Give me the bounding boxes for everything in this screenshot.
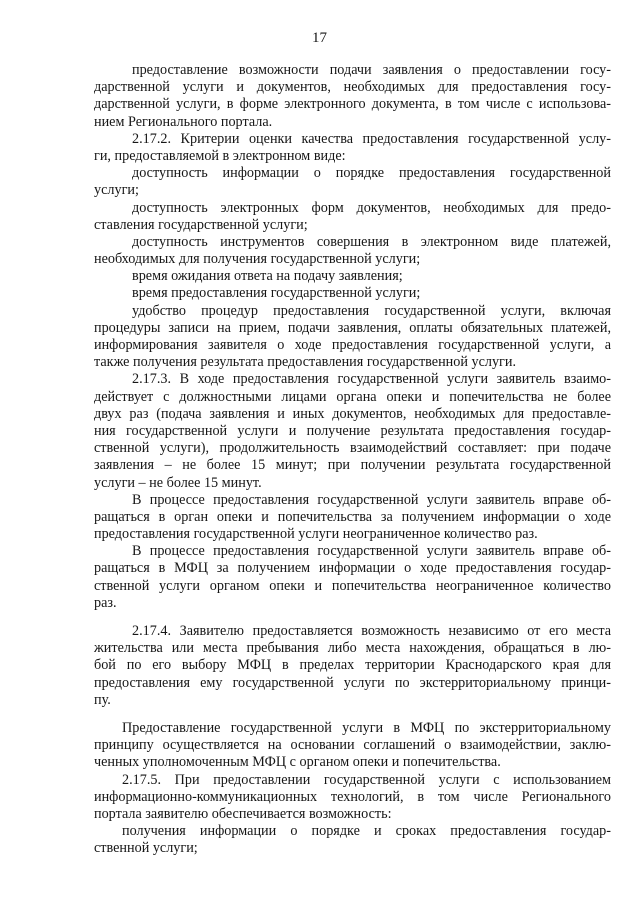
paragraph — [94, 234, 611, 268]
text-line: предоставление возможности подачи заявления о предоставлении госу- — [132, 62, 611, 78]
text-line: действует с должностными лицами органа опеки и попечительства не более — [94, 388, 611, 405]
paragraph — [94, 62, 611, 131]
text-line: 2.17.5. При предоставлении государственной услуги с использованием — [122, 771, 611, 788]
text-line: получения информации о порядке и сроках предоставления государ- — [122, 823, 611, 840]
text-line: ченных уполномоченным МФЦ с органом опеки и попечительства. — [94, 754, 501, 771]
document-body — [94, 62, 611, 857]
text-line: заявления – не более 15 минут; при получении результата государственной — [94, 457, 611, 474]
paragraph — [94, 623, 611, 709]
text-line: двух раз (подача заявления и иных документов, необходимых для предоставле- — [94, 405, 611, 422]
text-line: ния государственной услуги и получение результата предоставления государ- — [94, 422, 611, 439]
text-line: необходимых для получения государственной услуги; — [94, 251, 421, 268]
paragraph — [94, 285, 611, 302]
paragraph — [94, 371, 611, 491]
paragraph — [94, 823, 611, 857]
text-line: также получения результата предоставления государственной услуги. — [94, 354, 517, 371]
text-line: 2.17.3. В ходе предоставления государственной услуги заявитель взаимо- — [132, 371, 611, 388]
text-line: раз. — [94, 594, 117, 611]
text-line: ственной услуги), продолжительность взаимодействий составляет: при подаче — [94, 440, 611, 457]
text-line: В процессе предоставления государственной услуги заявитель вправе об- — [132, 543, 611, 560]
text-line: жительства или места пребывания либо места нахождения, обращаться в лю- — [94, 640, 611, 657]
text-line: ращаться в МФЦ за получением информации о ходе предоставления государ- — [94, 560, 611, 577]
text-line: информационно-коммуникационных технологий, в том числе Регионального — [94, 788, 611, 805]
paragraph — [94, 492, 611, 544]
text-line: время предоставления государственной услуги; — [132, 285, 421, 302]
text-line: ги, предоставляемой в электронном виде: — [94, 147, 346, 164]
text-line: дарственной услуги, в форме электронного документа, в том числе с использова- — [94, 96, 611, 113]
text-line: портала заявителю обеспечивается возможность: — [94, 805, 392, 822]
text-line: ственной услуги органом опеки и попечительства неограниченное количество — [94, 577, 611, 594]
paragraph — [94, 131, 611, 165]
text-line: ращаться в орган опеки и попечительства за получением информации о ходе — [94, 508, 611, 525]
text-line: В процессе предоставления государственной услуги заявитель вправе об- — [132, 491, 611, 508]
text-line: время ожидания ответа на подачу заявления; — [132, 268, 403, 285]
text-line: удобство процедур предоставления государственной услуги, включая — [132, 302, 611, 319]
text-line: 2.17.2. Критерии оценки качества предоставления государственной услу- — [132, 130, 611, 147]
text-line: ставления государственной услуги; — [94, 216, 308, 233]
paragraph — [94, 200, 611, 234]
paragraph — [94, 543, 611, 612]
text-line: принципу осуществляется на основании соглашений о взаимодействии, заклю- — [94, 737, 611, 754]
text-line: услуги; — [94, 182, 139, 199]
text-line: услуги – не более 15 минут. — [94, 474, 262, 491]
text-line: предоставления государственной услуги неограниченное количество раз. — [94, 526, 538, 543]
page-number: 17 — [312, 30, 327, 46]
text-line: Предоставление государственной услуги в МФЦ по экстерриториальному — [122, 719, 611, 736]
text-line: предоставления ему государственной услуги по экстерриториальному принци- — [94, 674, 611, 691]
paragraph — [94, 268, 611, 285]
text-line: ственной услуги; — [94, 840, 198, 857]
text-line: доступность инструментов совершения в электронном виде платежей, — [132, 233, 611, 250]
text-line: дарственной услуги и документов, необходимых для предоставления госу- — [94, 79, 611, 96]
paragraph — [94, 165, 611, 199]
text-line: процедуры записи на прием, подачи заявления, оплаты обязательных платежей, — [94, 319, 611, 336]
paragraph — [94, 720, 611, 772]
text-line: пу. — [94, 691, 111, 708]
text-line: бой по его выбору МФЦ в пределах территории Краснодарского края для — [94, 657, 611, 674]
text-line: информирования заявителя о ходе предоставления государственной услуги, а — [94, 337, 611, 353]
paragraph — [94, 303, 611, 372]
text-line: нием Регионального портала. — [94, 113, 273, 130]
text-line: доступность информации о порядке предоставления государственной — [132, 165, 611, 182]
paragraph — [94, 772, 611, 824]
text-line: доступность электронных форм документов, необходимых для предо- — [132, 199, 611, 216]
text-line: 2.17.4. Заявителю предоставляется возможность независимо от его места — [132, 623, 611, 639]
